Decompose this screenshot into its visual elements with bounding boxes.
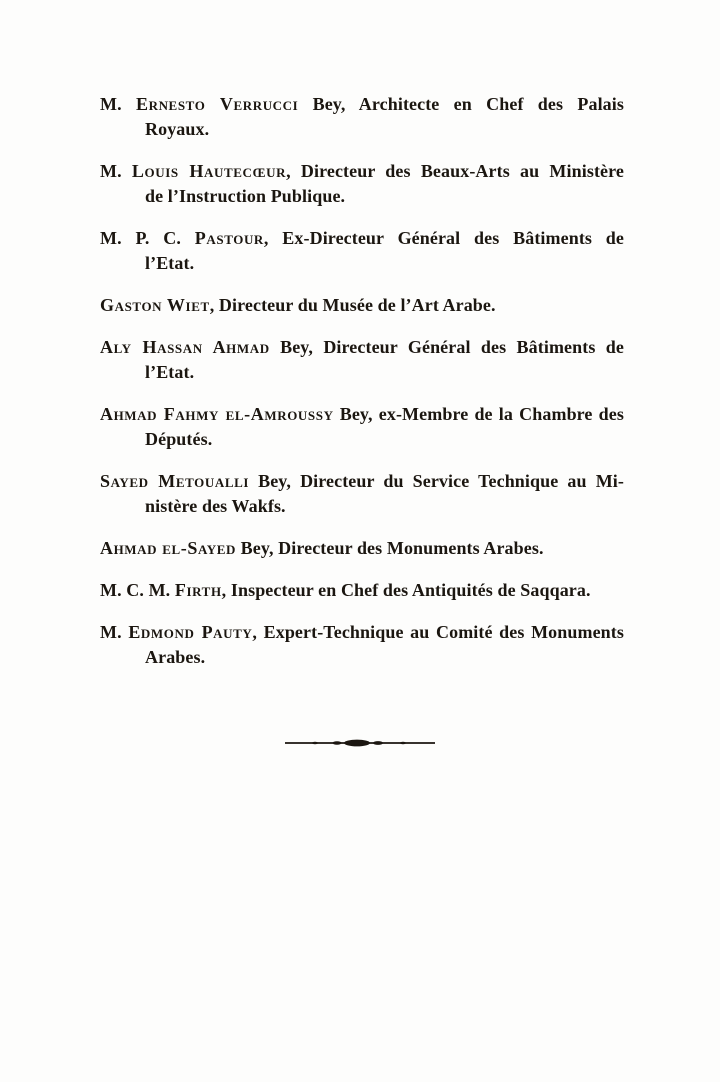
entry-line-continuation: Députés. — [145, 429, 213, 449]
entry-prefix: M. — [100, 622, 129, 642]
entry-line-continuation: l’Etat. — [145, 253, 195, 273]
entry-line — [100, 159, 624, 184]
list-item — [100, 293, 624, 318]
entry-line — [100, 293, 624, 318]
entry-name: Firth — [174, 580, 222, 600]
entry-line-continuation: nistère des Wakfs. — [145, 496, 286, 516]
list-item — [100, 620, 624, 670]
entry-name: Gaston Wiet — [100, 295, 210, 315]
entry-line — [100, 335, 624, 360]
entry-line-continuation: Arabes. — [145, 647, 206, 667]
entry-title: , Inspecteur en Chef des Antiquités de Saqqara. — [221, 580, 591, 600]
entry-name: Ernesto Verrucci — [135, 94, 299, 114]
entry-title: , Directeur du Musée de l’Art Arabe. — [209, 295, 496, 315]
entry-line — [100, 469, 624, 494]
entry-prefix: M. — [100, 161, 132, 181]
list-item — [100, 469, 624, 519]
entry-prefix: M. — [100, 94, 136, 114]
ornamental-rule-icon — [285, 737, 435, 749]
entry-name: Ahmad el-Sayed — [100, 538, 237, 558]
entry-name: Pastour — [194, 228, 264, 248]
entry-name: Louis Hautecœur — [131, 161, 287, 181]
entry-line — [100, 226, 624, 251]
entry-line-continuation: Royaux. — [145, 119, 210, 139]
list-item — [100, 226, 624, 276]
entry-prefix: M. P. C. — [100, 228, 195, 248]
list-item — [100, 335, 624, 385]
entry-prefix: M. C. M. — [100, 580, 175, 600]
entry-line — [100, 536, 624, 561]
list-item — [100, 402, 624, 452]
entry-name: Edmond Pauty — [128, 622, 253, 642]
entry-title: , Directeur des Beaux-Arts au Ministère — [286, 161, 624, 181]
entry-title: Bey, Directeur du Service Technique au Mi- — [249, 471, 624, 491]
entry-line — [100, 578, 624, 603]
entry-line — [100, 92, 624, 117]
entry-name: Sayed Metoualli — [100, 471, 250, 491]
entry-title: Bey, ex-Membre de la Chambre des — [333, 404, 624, 424]
list-item — [100, 578, 624, 603]
member-list — [100, 92, 624, 687]
entry-title: Bey, Directeur Général des Bâtiments de — [269, 337, 624, 357]
list-item — [100, 92, 624, 142]
entry-name: Aly Hassan Ahmad — [100, 337, 270, 357]
entry-title: , Expert-Technique au Comité des Monuments — [252, 622, 624, 642]
entry-line — [100, 620, 624, 645]
entry-name: Ahmad Fahmy el-Amroussy — [100, 404, 334, 424]
entry-title: Bey, Architecte en Chef des Palais — [298, 94, 624, 114]
entry-line-continuation: de l’Instruction Publique. — [145, 186, 346, 206]
entry-line-continuation: l’Etat. — [145, 362, 195, 382]
entry-title: , Ex-Directeur Général des Bâtiments de — [263, 228, 625, 248]
entry-line — [100, 402, 624, 427]
list-item — [100, 536, 624, 561]
list-item — [100, 159, 624, 209]
entry-title: Bey, Directeur des Monuments Arabes. — [236, 538, 544, 558]
ornamental-divider — [0, 737, 720, 749]
